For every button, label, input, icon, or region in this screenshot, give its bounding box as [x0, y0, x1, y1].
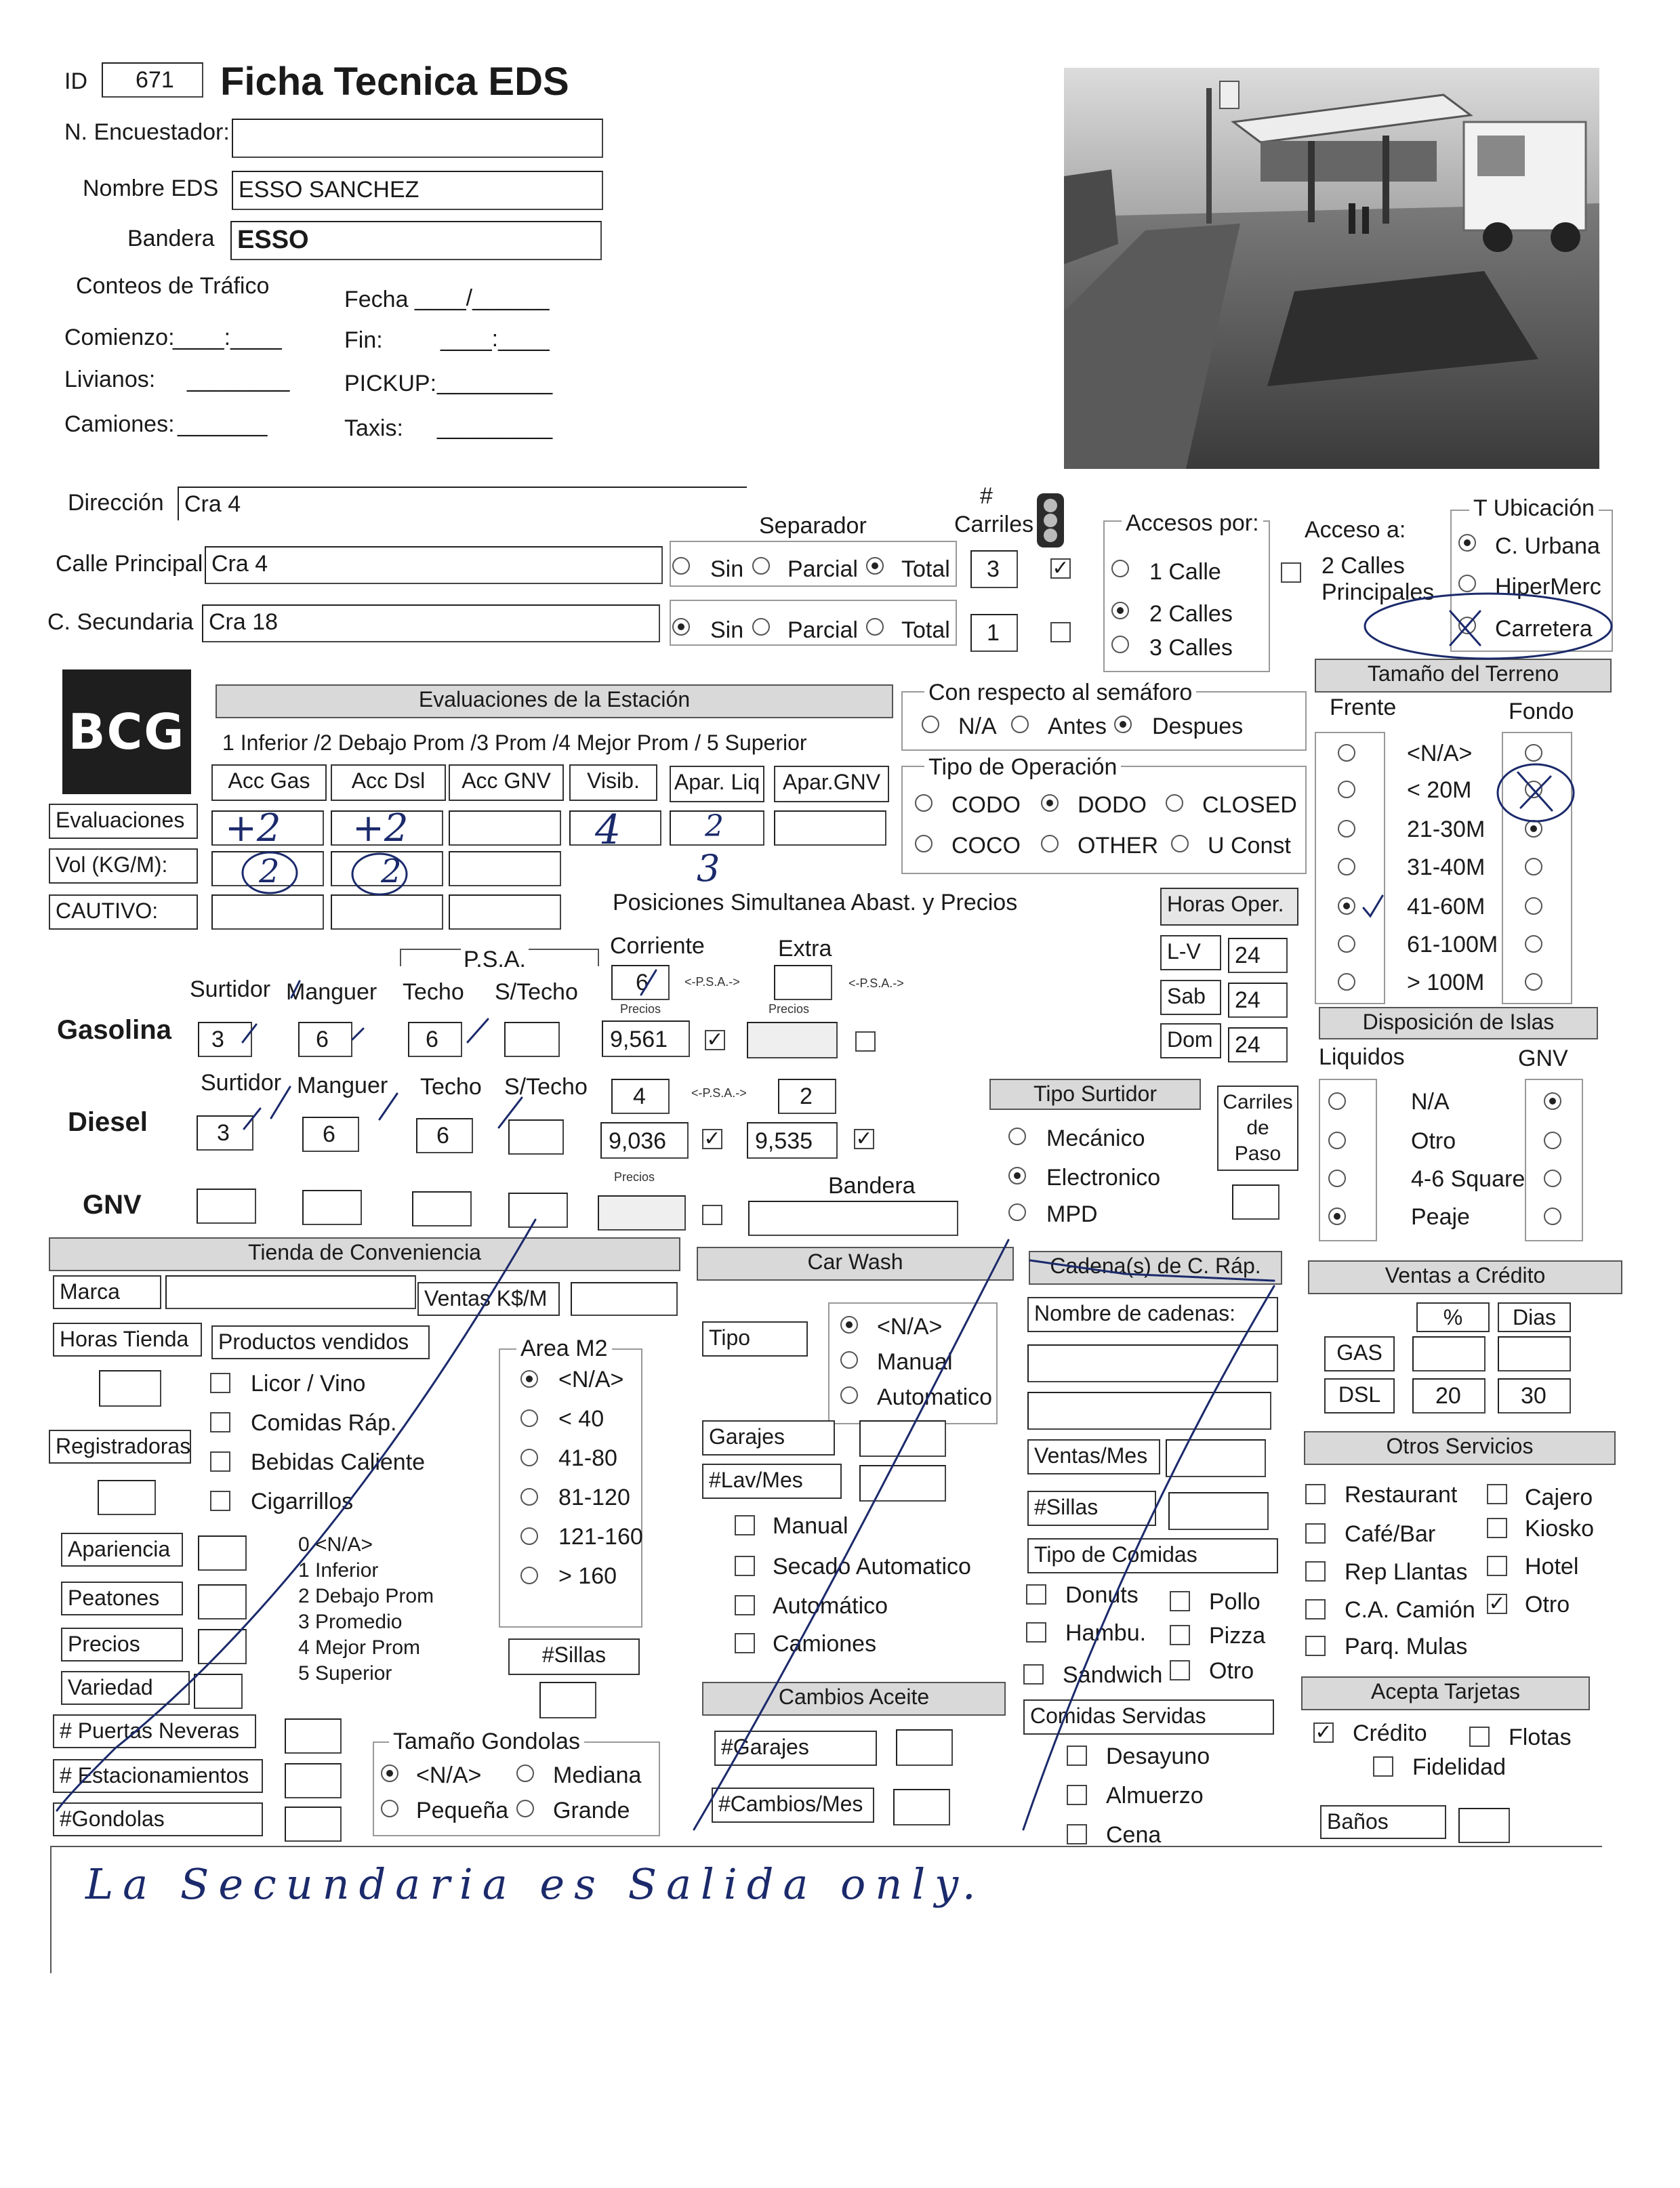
camiones-blank[interactable]: _______ — [178, 411, 268, 437]
dsl-surtidor-value: 3 — [217, 1120, 230, 1146]
terreno-fondo-label: Fondo — [1509, 699, 1574, 724]
operacion-title: Tipo de Operación — [924, 754, 1121, 781]
encuestador-label: N. Encuestador: — [64, 119, 230, 145]
sep-secundaria-parcial-label: Parcial — [787, 617, 858, 643]
direccion-value: Cra 4 — [184, 491, 241, 517]
islas-liquidos-label: Liquidos — [1319, 1044, 1405, 1070]
cw-automatico-label: Automático — [773, 1593, 888, 1619]
surtidor-mpd-label: MPD — [1046, 1201, 1098, 1227]
rating-scale-item: 4 Mejor Prom — [298, 1636, 421, 1659]
precios-label: Precios — [61, 1628, 183, 1661]
surtidor-electronico-label: Electronico — [1046, 1165, 1161, 1191]
aceite-cambios-label: #Cambios/Mes — [712, 1788, 874, 1823]
accesos-1-label: 1 Calle — [1149, 559, 1221, 585]
op-closed-label: CLOSED — [1202, 792, 1297, 818]
gas-manguer-label: Manguer — [286, 979, 377, 1005]
dsl-psa-arrow: <-P.S.A.-> — [691, 1086, 747, 1100]
cadena-underline-mark — [1030, 1260, 1274, 1281]
islas-title: Disposición de Islas — [1319, 1007, 1598, 1039]
nombre-eds-label: Nombre EDS — [83, 176, 219, 201]
cadena-donuts-label: Donuts — [1065, 1582, 1139, 1608]
ubicacion-urbana-label: C. Urbana — [1495, 533, 1600, 559]
vol-apar-liq-value: 3 — [697, 847, 720, 890]
cadena-tipo-label: Tipo de Comidas — [1027, 1538, 1278, 1573]
cadena-title: Cadena(s) de C. Ráp. — [1029, 1251, 1282, 1285]
frente-tick-mark — [1364, 896, 1382, 916]
dsl-corriente-check[interactable]: ✓ — [702, 1129, 722, 1149]
rating-scale-item: 0 <N/A> — [298, 1533, 373, 1556]
calle-secundaria-value: Cra 18 — [209, 609, 279, 635]
carretera-circle-mark — [1365, 594, 1612, 659]
credito-dsl-dias-value: 30 — [1521, 1383, 1546, 1409]
islas-gnv-label: GNV — [1518, 1046, 1568, 1071]
vol-acc-gas-value: 2 — [259, 852, 280, 890]
dsl-precios-label: Precios — [614, 1170, 655, 1184]
semaforo-principal-check[interactable]: ✓ — [1050, 558, 1071, 579]
dsl-precio-extra-value: 9,535 — [755, 1128, 813, 1154]
row-vol-label: Vol (KG/M): — [49, 848, 198, 884]
id-value: 671 — [136, 67, 174, 93]
terreno-frente-label: Frente — [1330, 695, 1397, 720]
area-option-label-3: 81-120 — [558, 1485, 630, 1510]
productos-label: Productos vendidos — [211, 1325, 430, 1359]
separador-title: Separador — [759, 513, 867, 539]
extra-label: Extra — [778, 936, 832, 962]
semaforo-despues-label: Despues — [1152, 714, 1244, 739]
gas-stecho-label: S/Techo — [495, 979, 578, 1005]
aceite-garajes-label: #Garajes — [714, 1731, 877, 1766]
op-other-label: OTHER — [1078, 833, 1158, 859]
otros-otro-label: Otro — [1525, 1592, 1570, 1617]
page-title: Ficha Tecnica EDS — [220, 60, 569, 104]
peatones-label: Peatones — [61, 1582, 183, 1615]
carwash-garajes-label: Garajes — [702, 1420, 835, 1456]
col-acc-dsl: Acc Dsl — [331, 764, 446, 801]
carwash-na-label: <N/A> — [877, 1314, 943, 1340]
col-acc-gnv: Acc GNV — [449, 764, 564, 801]
gondola-pequena-label: Pequeña — [416, 1798, 509, 1823]
sep-principal-total-label: Total — [901, 556, 950, 582]
cadena-sandwich-label: Sandwich — [1063, 1662, 1163, 1688]
surtidor-mecanico-label: Mecánico — [1046, 1126, 1145, 1151]
islas-option-label-1: Otro — [1411, 1128, 1456, 1154]
aceite-title: Cambios Aceite — [702, 1682, 1006, 1716]
terreno-option-label-1: < 20M — [1407, 777, 1472, 803]
cadena-cena-label: Cena — [1106, 1822, 1162, 1848]
horas-title: Horas Oper. — [1160, 888, 1298, 926]
tienda-horas-label: Horas Tienda — [53, 1323, 202, 1357]
camiones-label: Camiones: — [64, 411, 175, 437]
prod-bebidas-label: Bebidas Caliente — [251, 1449, 426, 1475]
rating-scale-item: 3 Promedio — [298, 1611, 403, 1633]
carwash-manual-label: Manual — [877, 1349, 953, 1375]
eval-acc-dsl-value: +2 — [352, 806, 409, 850]
otros-llantas-label: Rep Llantas — [1345, 1559, 1468, 1585]
comienzo-label: Comienzo: — [64, 325, 175, 350]
gnv-label: GNV — [83, 1190, 142, 1220]
col-acc-gas: Acc Gas — [211, 764, 327, 801]
islas-option-label-3: Peaje — [1411, 1204, 1470, 1230]
semaforo-na-label: N/A — [958, 714, 997, 739]
area-option-label-2: 41-80 — [558, 1445, 617, 1471]
carwash-title: Car Wash — [697, 1247, 1014, 1281]
cadena-servidas-label: Comidas Servidas — [1023, 1699, 1274, 1735]
posiciones-title: Posiciones Simultanea Abast. y Precios — [613, 890, 1018, 915]
variedad-label: Variedad — [61, 1671, 190, 1705]
credito-pct-label: % — [1416, 1302, 1490, 1332]
puertas-label: # Puertas Neveras — [53, 1714, 256, 1748]
terreno-option-label-5: 61-100M — [1407, 932, 1498, 957]
dsl-surtidor-label: Surtidor — [201, 1070, 282, 1096]
otros-restaurant-label: Restaurant — [1345, 1482, 1458, 1508]
area-option-label-5: > 160 — [558, 1563, 617, 1589]
sep-secundaria-sin-label: Sin — [710, 617, 744, 643]
otros-camion-label: C.A. Camión — [1345, 1597, 1475, 1623]
carriles-label: Carriles — [954, 512, 1034, 537]
semaforo-title: Con respecto al semáforo — [924, 679, 1196, 706]
cadena-otro-label: Otro — [1209, 1658, 1254, 1684]
sep-secundaria-total-label: Total — [901, 617, 950, 643]
col-apar-gnv: Apar.GNV — [774, 766, 889, 802]
op-dodo-label: DODO — [1078, 792, 1147, 818]
gas-psa-arrow-1: <-P.S.A.-> — [684, 975, 740, 989]
dsl-techo-label: Techo — [420, 1074, 482, 1100]
carwash-tipo-label: Tipo — [702, 1321, 808, 1357]
pump-slash-marks — [243, 970, 656, 1129]
fin-label: Fin: — [344, 327, 383, 353]
horas-sab-value: 24 — [1235, 987, 1261, 1013]
otros-cafe-label: Café/Bar — [1345, 1521, 1436, 1547]
dsl-extra-check[interactable]: ✓ — [854, 1129, 874, 1149]
col-apar-liq: Apar. Liq — [670, 766, 764, 802]
gas-precio-corriente-value: 9,561 — [610, 1027, 668, 1052]
prod-comidas-label: Comidas Ráp. — [251, 1410, 397, 1436]
col-visib: Visib. — [569, 764, 657, 801]
acceso-2calles-label: 2 Calles — [1322, 553, 1405, 579]
conteos-title: Conteos de Tráfico — [76, 273, 270, 299]
horas-dom-label: Dom — [1160, 1023, 1221, 1058]
otros-kiosko-label: Kiosko — [1525, 1516, 1595, 1542]
dsl-stecho-label: S/Techo — [504, 1074, 588, 1100]
vol-acc-dsl-value: 2 — [381, 852, 402, 890]
rating-scale-item: 5 Superior — [298, 1662, 392, 1685]
dsl-manguer-value: 6 — [323, 1121, 335, 1147]
cw-camiones-label: Camiones — [773, 1631, 877, 1657]
fecha-label: Fecha — [344, 287, 409, 312]
tienda-ventas-label: Ventas K$/M — [417, 1282, 560, 1316]
op-codo-label: CODO — [951, 792, 1021, 818]
carwash-lavmes-label: #Lav/Mes — [702, 1464, 842, 1499]
pickup-label: PICKUP: — [344, 371, 437, 396]
eval-acc-gas-value: +2 — [225, 806, 281, 850]
terreno-title: Tamaño del Terreno — [1315, 659, 1612, 693]
prod-cigarrillos-label: Cigarrillos — [251, 1489, 354, 1514]
carriles-paso-label: Carriles de Paso — [1217, 1086, 1298, 1171]
evaluaciones-title: Evaluaciones de la Estación — [216, 684, 893, 718]
direccion-label: Dirección — [68, 490, 164, 516]
tarjetas-title: Acepta Tarjetas — [1301, 1676, 1590, 1710]
carriles-hash: # — [980, 483, 993, 509]
carriles-principal-value: 3 — [987, 556, 1000, 582]
credito-dsl-pct-value: 20 — [1435, 1383, 1461, 1409]
gondola-mediana-label: Mediana — [553, 1762, 642, 1788]
comienzo-blank[interactable]: ____:____ — [173, 325, 282, 350]
credito-title: Ventas a Crédito — [1308, 1260, 1622, 1294]
psa-label: P.S.A. — [461, 946, 529, 973]
carriles-secundaria-value: 1 — [987, 620, 1000, 646]
pickup-blank[interactable]: _________ — [437, 369, 553, 395]
tienda-sillas-label: #Sillas — [508, 1638, 640, 1675]
corriente-label: Corriente — [610, 933, 705, 959]
terreno-option-label-4: 41-60M — [1407, 894, 1486, 920]
id-label: ID — [64, 68, 87, 94]
area-option-label-0: <N/A> — [558, 1367, 624, 1392]
gondola-na-label: <N/A> — [416, 1762, 482, 1788]
carwash-strike-mark — [694, 1240, 1008, 1830]
tarjetas-fidelidad-label: Fidelidad — [1412, 1754, 1506, 1780]
cadena-hambu-label: Hambu. — [1065, 1620, 1147, 1646]
livianos-label: Livianos: — [64, 367, 156, 392]
fecha-blank[interactable]: ____/______ — [415, 285, 550, 311]
taxis-blank[interactable]: _________ — [437, 414, 553, 440]
evaluaciones-scale: 1 Inferior /2 Debajo Prom /3 Prom /4 Mejor Prom / 5 Superior — [222, 730, 807, 755]
cadena-sillas-label: #Sillas — [1027, 1491, 1156, 1526]
gas-techo-value: 6 — [426, 1027, 438, 1052]
otros-cajero-label: Cajero — [1525, 1485, 1593, 1510]
cadena-strike-mark — [1023, 1286, 1274, 1830]
taxis-label: Taxis: — [344, 415, 403, 441]
row-evaluaciones-label: Evaluaciones — [49, 804, 198, 839]
livianos-blank[interactable]: ________ — [187, 367, 290, 392]
op-coco-label: COCO — [951, 833, 1021, 859]
terreno-option-label-3: 31-40M — [1407, 854, 1486, 880]
diesel-label: Diesel — [68, 1107, 148, 1137]
islas-option-label-0: N/A — [1411, 1089, 1450, 1115]
dsl-corriente-psa-value: 4 — [633, 1083, 646, 1109]
cadena-ventas-label: Ventas/Mes — [1027, 1439, 1160, 1474]
accesos-2-label: 2 Calles — [1149, 601, 1233, 627]
row-cautivo-label: CAUTIVO: — [49, 894, 198, 930]
banos-label: Baños — [1320, 1805, 1446, 1839]
dsl-manguer-label: Manguer — [297, 1073, 388, 1098]
islas-option-label-2: 4-6 Square — [1411, 1166, 1525, 1192]
area-title: Area M2 — [516, 1335, 612, 1362]
sep-principal-sin-label: Sin — [710, 556, 744, 582]
eval-apar-liq-value: 2 — [705, 809, 724, 844]
tarjetas-credito-label: Crédito — [1353, 1720, 1427, 1746]
estacionamientos-label: # Estacionamientos — [53, 1759, 263, 1793]
cadena-almuerzo-label: Almuerzo — [1106, 1783, 1204, 1809]
cadena-desayuno-label: Desayuno — [1106, 1743, 1210, 1769]
gas-corriente-check[interactable]: ✓ — [705, 1030, 725, 1050]
gas-precios-label-2: Precios — [769, 1002, 810, 1016]
ubicacion-hipermerc-label: HiperMerc — [1495, 574, 1601, 600]
ubicacion-title: T Ubicación — [1469, 495, 1599, 522]
apariencia-label: Apariencia — [61, 1533, 183, 1567]
gas-surtidor-value: 3 — [211, 1027, 224, 1052]
horas-lv-value: 24 — [1235, 943, 1261, 968]
gas-precios-label-1: Precios — [620, 1002, 661, 1016]
registradoras-label: Registradoras — [49, 1430, 191, 1464]
carwash-automatico-label: Automatico — [877, 1384, 993, 1410]
ubicacion-carretera-label: Carretera — [1495, 616, 1593, 642]
bandera-col-label: Bandera — [828, 1173, 916, 1199]
dsl-techo-value: 6 — [436, 1123, 449, 1149]
terreno-option-label-2: 21-30M — [1407, 817, 1486, 842]
vol-gas-circle-mark — [243, 852, 297, 893]
bandera-label: Bandera — [127, 226, 215, 251]
accesos-title: Accesos por: — [1122, 510, 1263, 537]
otros-otro-check[interactable]: ✓ — [1487, 1594, 1507, 1614]
calle-principal-label: Calle Principal — [56, 551, 203, 577]
cw-manual-label: Manual — [773, 1513, 848, 1539]
gondolas-label: #Gondolas — [53, 1802, 263, 1836]
gas-surtidor-label: Surtidor — [190, 976, 271, 1002]
bandera-value: ESSO — [237, 226, 309, 254]
cadena-pollo-label: Pollo — [1209, 1589, 1261, 1615]
tarjetas-credito-check[interactable]: ✓ — [1313, 1722, 1334, 1743]
op-uconst-label: U Const — [1208, 833, 1291, 859]
tienda-strike-mark — [57, 1220, 535, 1811]
fondo-x-mark — [1518, 772, 1552, 810]
otros-hotel-label: Hotel — [1525, 1554, 1579, 1580]
eval-visib-value: 4 — [595, 806, 621, 854]
tarjetas-flotas-label: Flotas — [1509, 1725, 1572, 1750]
horas-dom-value: 24 — [1235, 1032, 1261, 1058]
cw-secado-label: Secado Automatico — [773, 1554, 971, 1580]
gas-corriente-psa-value: 6 — [636, 970, 649, 995]
fin-blank[interactable]: ____:____ — [441, 326, 550, 352]
bcg-logo: BCG — [62, 669, 191, 794]
gas-techo-label: Techo — [403, 979, 464, 1005]
semaforo-antes-label: Antes — [1048, 714, 1107, 739]
cadena-pizza-label: Pizza — [1209, 1623, 1266, 1649]
acceso-principales-label: Principales — [1322, 579, 1435, 605]
horas-lv-label: L-V — [1160, 935, 1221, 970]
terreno-option-label-0: <N/A> — [1407, 741, 1473, 766]
rating-scale-item: 2 Debajo Prom — [298, 1585, 434, 1607]
otros-title: Otros Servicios — [1304, 1431, 1616, 1465]
calle-secundaria-label: C. Secundaria — [47, 609, 194, 635]
notes-text: La Secundaria es Salida only. — [85, 1859, 985, 1909]
dsl-precio-corriente-value: 9,036 — [609, 1128, 667, 1154]
area-option-label-4: 121-160 — [558, 1524, 643, 1550]
calle-principal-value: Cra 4 — [211, 551, 268, 577]
area-option-label-1: < 40 — [558, 1406, 605, 1432]
tipo-surtidor-title: Tipo Surtidor — [989, 1079, 1201, 1110]
credito-dsl-label: DSL — [1324, 1378, 1395, 1413]
tienda-marca-label: Marca — [53, 1275, 161, 1309]
vol-dsl-circle-mark — [352, 854, 407, 894]
rating-scale-item: 1 Inferior — [298, 1559, 379, 1582]
cadena-nombre-label: Nombre de cadenas: — [1027, 1297, 1278, 1332]
terreno-option-label-6: > 100M — [1407, 970, 1485, 995]
prod-licor-label: Licor / Vino — [251, 1371, 366, 1397]
carretera-x-mark — [1450, 611, 1480, 645]
sep-principal-parcial-label: Parcial — [787, 556, 858, 582]
horas-sab-label: Sab — [1160, 980, 1221, 1015]
accesos-3-label: 3 Calles — [1149, 635, 1233, 661]
otros-mulas-label: Parq. Mulas — [1345, 1634, 1468, 1659]
gas-manguer-value: 6 — [316, 1027, 329, 1052]
acceso-a-title: Acceso a: — [1305, 517, 1406, 543]
dsl-extra-psa-value: 2 — [800, 1083, 813, 1109]
tienda-title: Tienda de Conveniencia — [49, 1237, 680, 1271]
gas-psa-arrow-2: <-P.S.A.-> — [848, 976, 904, 990]
credito-dias-label: Dias — [1498, 1302, 1571, 1332]
gasolina-label: Gasolina — [57, 1015, 171, 1045]
nombre-eds-value: ESSO SANCHEZ — [239, 177, 419, 203]
credito-gas-label: GAS — [1324, 1336, 1395, 1371]
gondola-grande-label: Grande — [553, 1798, 630, 1823]
tam-gondolas-title: Tamaño Gondolas — [389, 1728, 584, 1755]
